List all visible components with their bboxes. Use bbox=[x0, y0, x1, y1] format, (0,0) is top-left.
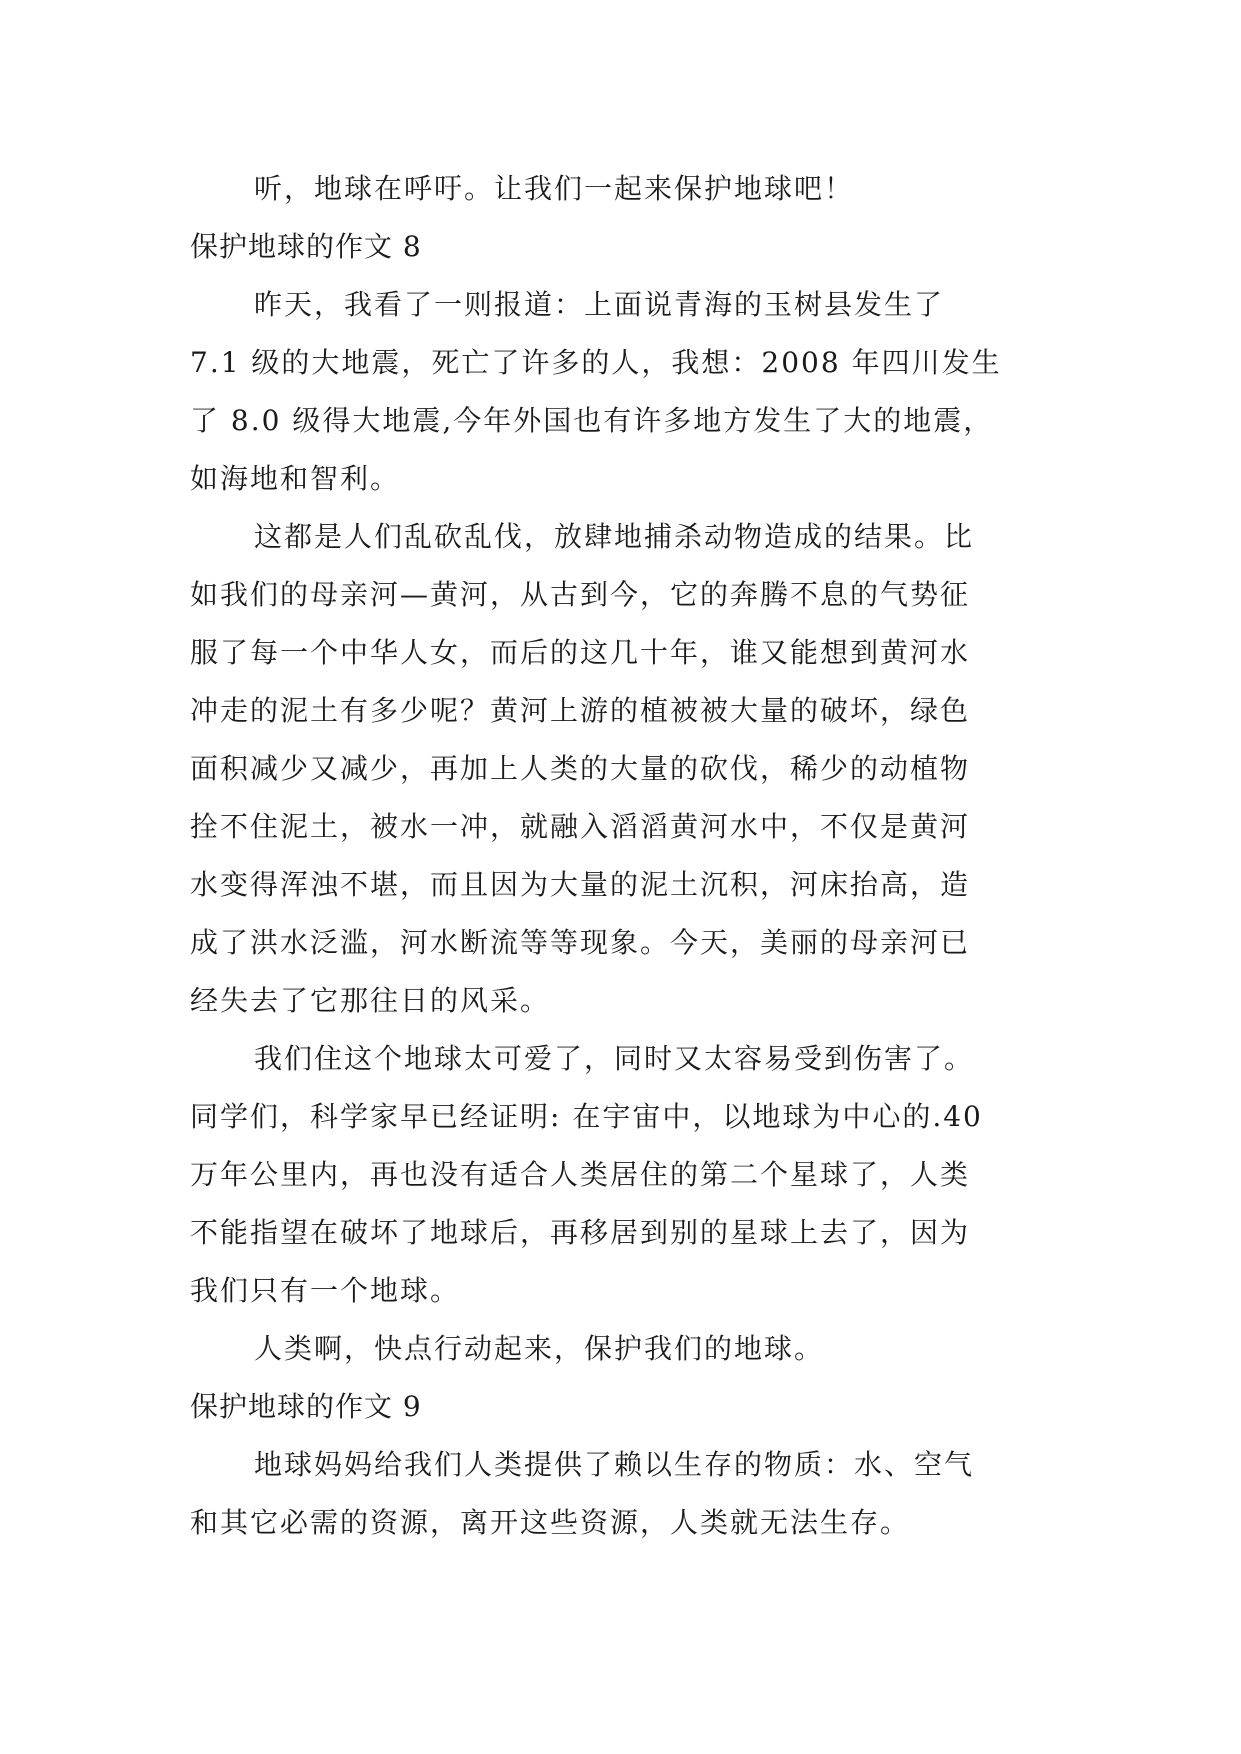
text-line: 昨天，我看了一则报道：上面说青海的玉树县发生了 bbox=[254, 288, 945, 321]
text-line: 拴不住泥土，被水一冲，就融入滔滔黄河水中，不仅是黄河 bbox=[190, 810, 971, 843]
text-line: 这都是人们乱砍乱伐，放肆地捕杀动物造成的结果。比 bbox=[254, 520, 975, 553]
text-line: 我们住这个地球太可爱了，同时又太容易受到伤害了。 bbox=[254, 1042, 975, 1075]
text-line: 听，地球在呼吁。让我们一起来保护地球吧！ bbox=[254, 172, 855, 205]
section-heading: 保护地球的作文 8 bbox=[190, 230, 422, 263]
text-line: 冲走的泥土有多少呢？黄河上游的植被被大量的破坏，绿色 bbox=[190, 694, 971, 727]
text-line: 我们只有一个地球。 bbox=[190, 1274, 461, 1307]
text-line: 经失去了它那往日的风采。 bbox=[190, 984, 551, 1017]
text-line: 不能指望在破坏了地球后，再移居到别的星球上去了，因为 bbox=[190, 1216, 971, 1249]
text-line: 地球妈妈给我们人类提供了赖以生存的物质：水、空气 bbox=[254, 1448, 975, 1481]
text-line: 和其它必需的资源，离开这些资源，人类就无法生存。 bbox=[190, 1506, 911, 1539]
text-line: 了 8.0 级得大地震,今年外国也有许多地方发生了大的地震， bbox=[190, 404, 994, 437]
text-line: 水变得浑浊不堪，而且因为大量的泥土沉积，河床抬高，造 bbox=[190, 868, 971, 901]
text-line: 7.1 级的大地震，死亡了许多的人，我想：2008 年四川发生 bbox=[190, 346, 1002, 379]
document-body bbox=[190, 160, 1070, 1552]
text-line: 人类啊，快点行动起来，保护我们的地球。 bbox=[254, 1332, 825, 1365]
text-line: 如海地和智利。 bbox=[190, 462, 401, 495]
text-line: 服了每一个中华人女，而后的这几十年，谁又能想到黄河水 bbox=[190, 636, 971, 669]
section-heading: 保护地球的作文 9 bbox=[190, 1390, 422, 1423]
text-line: 成了洪水泛滥，河水断流等等现象。今天，美丽的母亲河已 bbox=[190, 926, 971, 959]
text-line: 如我们的母亲河—黄河，从古到今，它的奔腾不息的气势征 bbox=[190, 578, 971, 611]
text-line: 万年公里内，再也没有适合人类居住的第二个星球了，人类 bbox=[190, 1158, 971, 1191]
text-line: 同学们，科学家早已经证明: 在宇宙中，以地球为中心的.40 bbox=[190, 1100, 983, 1133]
text-line: 面积减少又减少，再加上人类的大量的砍伐，稀少的动植物 bbox=[190, 752, 971, 785]
